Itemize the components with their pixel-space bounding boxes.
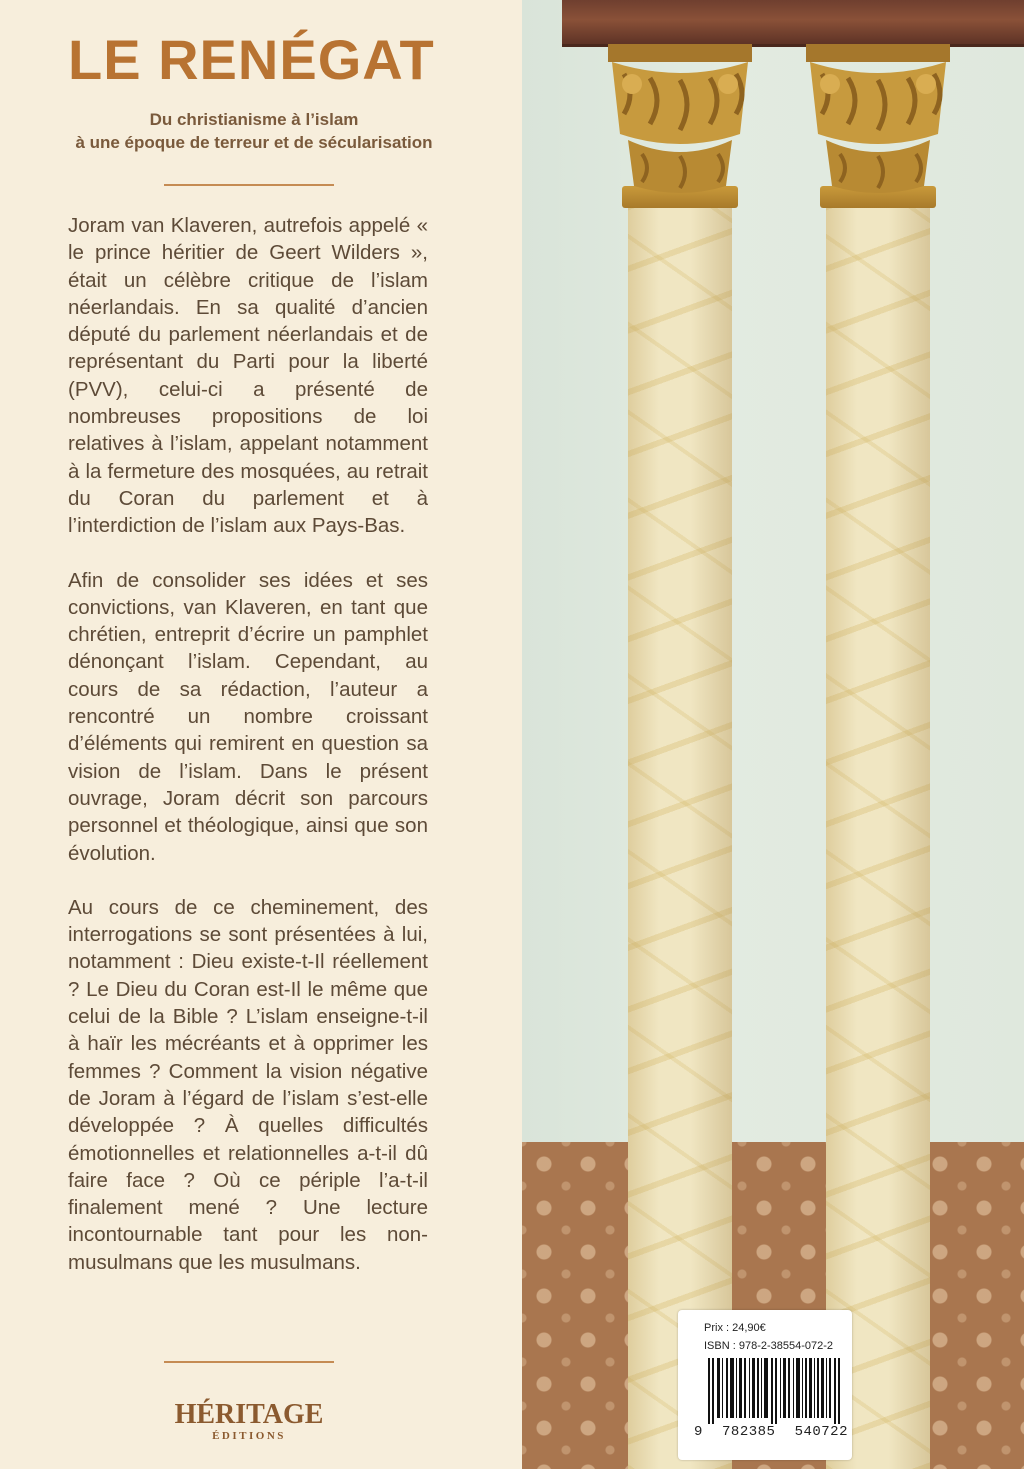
barcode-digit-group-1: 782385 — [722, 1424, 776, 1440]
blurb-paragraph-3: Au cours de ce cheminement, des interrogations se sont présentées à lui, notamment : Dieu existe-t-Il réellement ? Le Dieu du Coran est-Il le même que celui de la Bible ? L’islam enseigne-t-il à haïr les mécréants et à opprimer les femmes ? Comment la vision négative de Joram à l’égard de l’islam s’est-elle développée ? À quelles difficultés émotionnelles et relationnelles a-t-il dû faire face ? Où ce périple l’a-t-il finalement mené ? Une lecture incontournable tant pour les non-musulmans que les musulmans. — [68, 895, 428, 1274]
column-capital — [800, 44, 956, 204]
isbn-label: ISBN : 978-2-38554-072-2 — [704, 1340, 834, 1352]
column-left — [620, 0, 740, 1469]
price-label: Prix : 24,90€ — [704, 1322, 766, 1334]
price-barcode-sticker — [678, 1310, 852, 1460]
publisher-logo — [120, 1400, 378, 1442]
blurb-paragraph-2: Afin de consolider ses idées et ses convictions, van Klaveren, en tant que chrétien, entreprit d’écrire un pamphlet dénonçant l’islam. Cependant, au cours de sa rédaction, l’auteur a rencontré un nombre croissant d’éléments qui remirent en question sa vision de l’islam. Dans le présent ouvrage, Joram décrit son parcours personnel et théologique, ainsi que son évolution. — [68, 568, 428, 865]
barcode-digits — [694, 1424, 848, 1440]
blurb-paragraph-1: Joram van Klaveren, autrefois appelé « le prince héritier de Geert Wilders », était un célèbre critique de l’islam néerlandais. En sa qualité d’ancien député du parlement néerlandais et de représentant du Parti pour la liberté (PVV), celui-ci a présenté de nombreuses propositions de loi relatives à l’islam, appelant notamment à la fermeture des mosquées, au retrait du Coran du parlement et à l’interdiction de l’islam aux Pays-Bas. — [68, 214, 428, 538]
cover-photo-columns — [522, 0, 1024, 1469]
barcode-icon — [708, 1358, 842, 1424]
divider-bottom — [164, 1361, 334, 1363]
book-subtitle — [68, 108, 440, 154]
barcode-digit-group-2: 540722 — [794, 1424, 848, 1440]
divider-top — [164, 184, 334, 186]
subtitle-line-2: à une époque de terreur et de sécularisation — [75, 133, 433, 152]
column-shaft — [826, 204, 930, 1469]
subtitle-line-1: Du christianisme à l’islam — [149, 110, 359, 129]
column-right — [818, 0, 938, 1469]
publisher-name: HÉRITAGE — [174, 1399, 324, 1430]
barcode-digit-lead: 9 — [694, 1424, 703, 1440]
column-shaft — [628, 204, 732, 1469]
blurb — [68, 212, 428, 1303]
book-title: LE RENÉGAT — [68, 28, 435, 91]
publisher-sub: ÉDITIONS — [212, 1430, 286, 1442]
column-capital — [602, 44, 758, 204]
